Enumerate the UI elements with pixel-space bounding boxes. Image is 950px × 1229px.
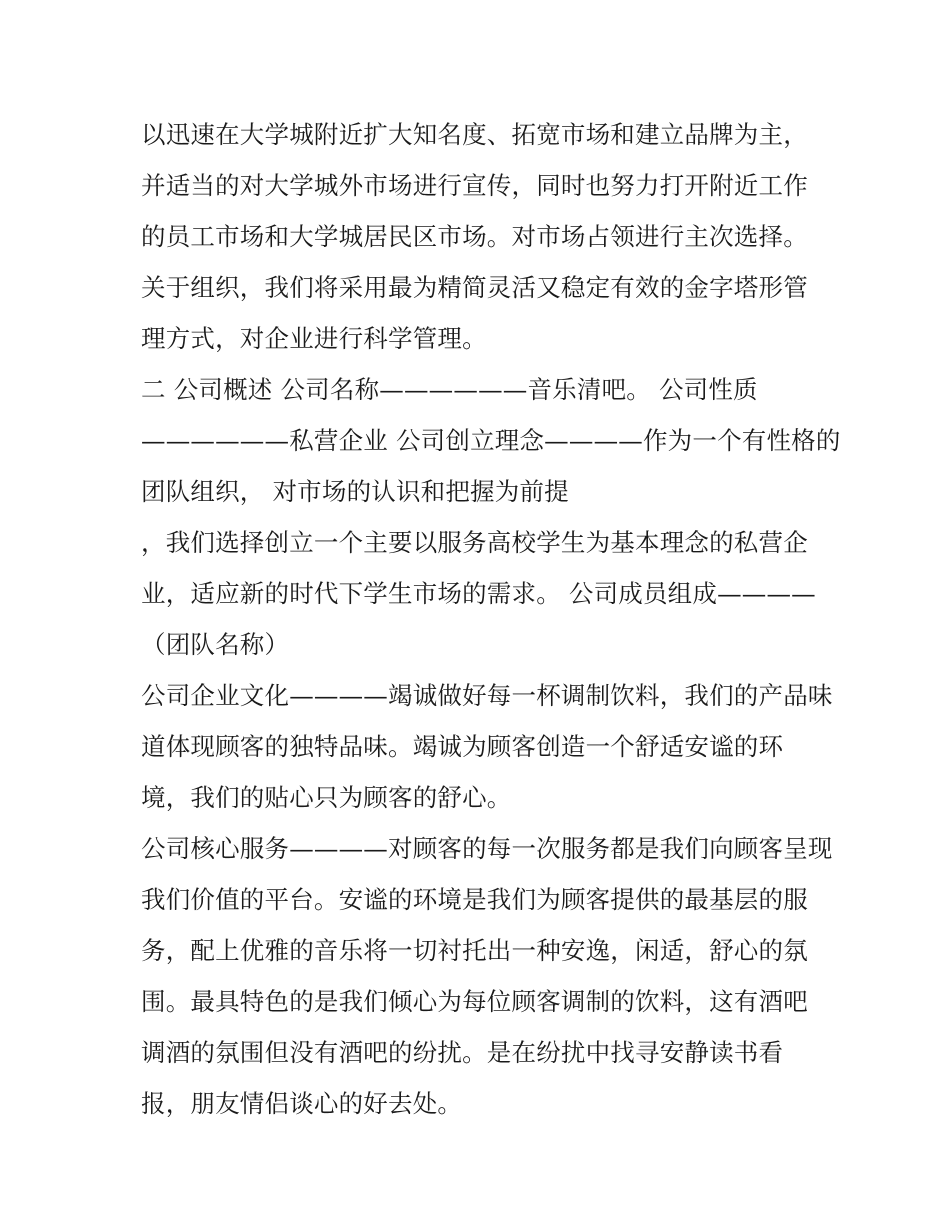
text-line: ——————私营企业 公司创立理念————作为一个有性格的 <box>141 426 841 455</box>
text-line: 围。最具特色的是我们倾心为每位顾客调制的饮料，这有酒吧 <box>141 987 808 1016</box>
text-line: 公司核心服务————对顾客的每一次服务都是我们向顾客呈现 <box>141 834 833 863</box>
text-line: 我们价值的平台。安谧的环境是我们为顾客提供的最基层的服 <box>141 885 808 914</box>
text-line: 团队组织， 对市场的认识和把握为前提 <box>141 477 569 506</box>
document-body <box>141 109 841 1129</box>
text-line: 的员工市场和大学城居民区市场。对市场占领进行主次选择。 <box>141 222 808 251</box>
text-line: ，我们选择创立一个主要以服务高校学生为基本理念的私营企 <box>141 528 808 557</box>
text-line: 务，配上优雅的音乐将一切衬托出一种安逸，闲适，舒心的氛 <box>141 936 808 965</box>
text-line: 以迅速在大学城附近扩大知名度、拓宽市场和建立品牌为主， <box>141 120 808 149</box>
text-line: 公司企业文化————竭诚做好每一杯调制饮料，我们的产品味 <box>141 681 833 710</box>
text-line: 道体现顾客的独特品味。竭诚为顾客创造一个舒适安谧的环 <box>141 732 784 761</box>
text-line: 报，朋友情侣谈心的好去处。 <box>141 1089 463 1118</box>
text-line: 关于组织，我们将采用最为精简灵活又稳定有效的金字塔形管 <box>141 273 808 302</box>
section-heading-line: 二 公司概述 公司名称——————音乐清吧。 公司性质 <box>141 375 758 404</box>
text-line: 境，我们的贴心只为顾客的舒心。 <box>141 783 512 812</box>
text-line: 并适当的对大学城外市场进行宣传，同时也努力打开附近工作 <box>141 171 808 200</box>
text-line: 理方式，对企业进行科学管理。 <box>141 324 487 353</box>
text-line: （团队名称） <box>141 630 290 659</box>
text-line: 业，适应新的时代下学生市场的需求。 公司成员组成———— <box>141 579 816 608</box>
text-line: 调酒的氛围但没有酒吧的纷扰。是在纷扰中找寻安静读书看 <box>141 1038 784 1067</box>
